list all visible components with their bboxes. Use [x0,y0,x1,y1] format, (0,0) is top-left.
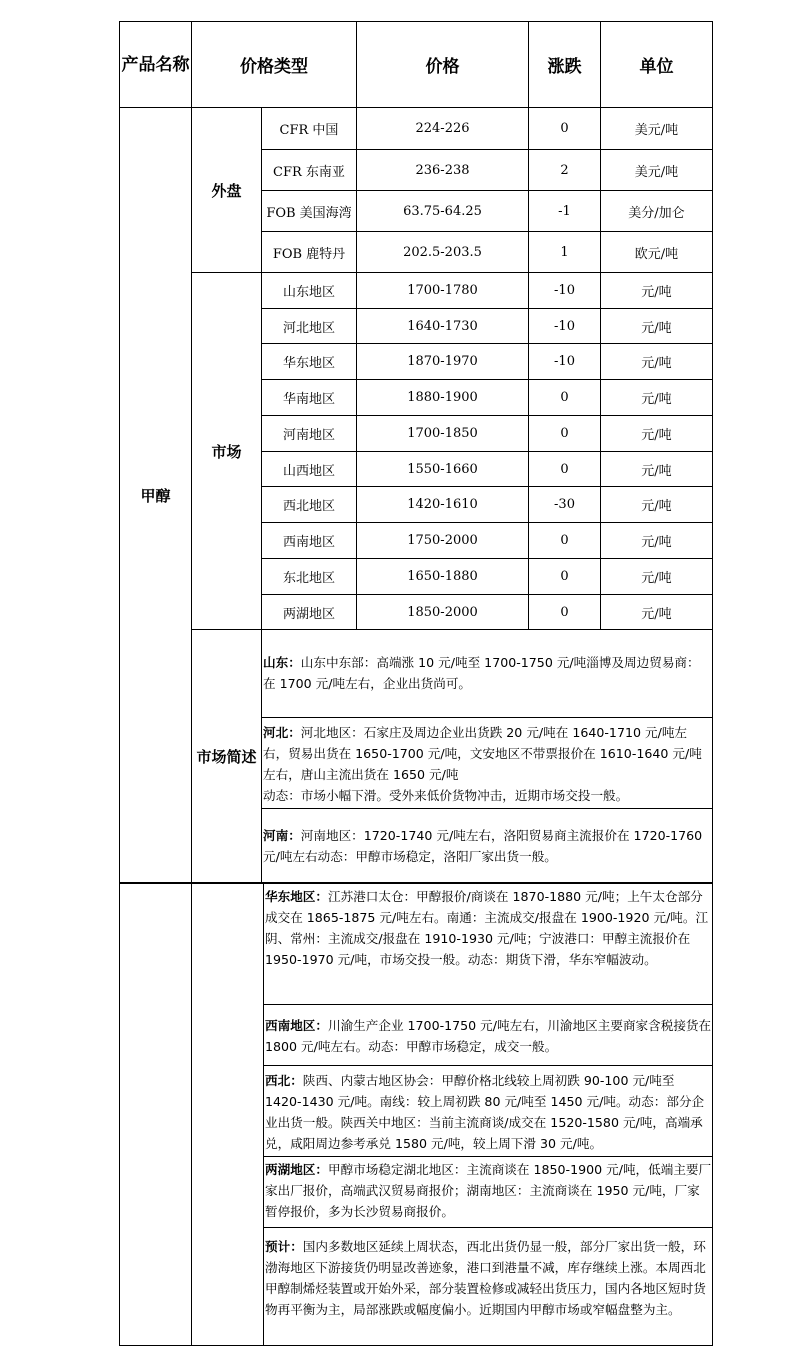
summary-xibei [264,1066,713,1157]
summary-text: 江苏港口太仓：甲醇报价/商谈在 1870-1880 元/吨；上午太仓部分成交在 1865-1875 元/吨左右。南通：主流成交/报盘在 1900-1920 元/吨。江阴、常州：主流成交/报盘在 1910-1930 元/吨；宁波港口：甲醇主流报价在 1950-1970 元/吨，市场交投一般。动态：期货下滑，华东窄幅波动。 [265,889,709,967]
row-name: 华东地区 [262,344,357,380]
row-price: 1420-1610 [357,487,529,523]
header-change: 涨跌 [529,22,601,108]
product-cell-empty [120,884,192,1346]
row-name: 两湖地区 [262,595,357,630]
summary-hebei [262,718,713,809]
summary-title: 两湖地区： [265,1162,328,1177]
summary-title: 河南： [263,828,301,843]
row-name: 西南地区 [262,523,357,559]
row-unit: 元/吨 [601,523,713,559]
summary-row [120,884,713,1005]
summary-shandong [262,630,713,718]
summary-title: 西北： [265,1073,303,1088]
row-unit: 元/吨 [601,344,713,380]
row-change: 0 [529,523,601,559]
row-unit: 元/吨 [601,559,713,595]
summary-title: 河北： [263,725,301,740]
row-name: 华南地区 [262,380,357,416]
row-change: 0 [529,416,601,452]
row-change: -10 [529,344,601,380]
row-unit: 元/吨 [601,595,713,630]
row-price: 224-226 [357,108,529,150]
summary-xinan [264,1005,713,1066]
market-label: 市场 [192,273,262,630]
summary-continued-table [119,883,713,1346]
row-unit: 美元/吨 [601,150,713,191]
summary-text: 甲醇市场稳定湖北地区：主流商谈在 1850-1900 元/吨，低端主要厂家出厂报价，高端武汉贸易商报价；湖南地区：主流商谈在 1950 元/吨，厂家暂停报价，多为长沙贸易商报价。 [265,1162,712,1219]
row-price: 1850-2000 [357,595,529,630]
summary-text-2: 动态：市场小幅下滑。受外来低价货物冲击，近期市场交投一般。 [263,788,629,803]
row-price: 1640-1730 [357,309,529,344]
row-price: 1650-1880 [357,559,529,595]
row-price: 1880-1900 [357,380,529,416]
summary-forecast [264,1228,713,1346]
row-change: 0 [529,595,601,630]
row-price: 1870-1970 [357,344,529,380]
external-label: 外盘 [192,108,262,273]
row-unit: 元/吨 [601,309,713,344]
price-table [119,21,713,883]
summary-text: 国内多数地区延续上周状态，西北出货仍显一般，部分厂家出货一般，环渤海地区下游接货仍明显改善迹象，港口到港量不减，库存继续上涨。本周西北甲醇制烯烃装置或开始外采，部分装置检修或减轻出货压力，国内各地区短时货物再平衡为主，局部涨跌或幅度偏小。近期国内甲醇市场或窄幅盘整为主。 [265,1239,706,1317]
row-price: 202.5-203.5 [357,232,529,273]
row-price: 63.75-64.25 [357,191,529,232]
row-change: 1 [529,232,601,273]
row-price: 1550-1660 [357,452,529,487]
row-name: 西北地区 [262,487,357,523]
summary-row [120,630,713,718]
row-name: 河北地区 [262,309,357,344]
summary-text: 陕西、内蒙古地区协会：甲醇价格北线较上周初跌 90-100 元/吨至 1420-1430 元/吨。南线：较上周初跌 80 元/吨至 1450 元/吨。动态：部分企业出货一般。陕西关中地区：当前主流商谈/成交在 1520-1580 元/吨，高端承兑，咸阳周边参考承兑 1580 元/吨，较上周下滑 30 元/吨。 [265,1073,705,1151]
row-unit: 元/吨 [601,273,713,309]
row-unit: 元/吨 [601,380,713,416]
summary-text: 川渝生产企业 1700-1750 元/吨左右，川渝地区主要商家含税接货在 1800 元/吨左右。动态：甲醇市场稳定，成交一般。 [265,1018,712,1054]
summary-label: 市场简述 [192,630,262,883]
row-name: CFR 中国 [262,108,357,150]
summary-henan [262,809,713,883]
row-name: 山西地区 [262,452,357,487]
row-unit: 美元/吨 [601,108,713,150]
row-change: 0 [529,380,601,416]
row-price: 1750-2000 [357,523,529,559]
row-unit: 欧元/吨 [601,232,713,273]
summary-lianghu [264,1157,713,1228]
row-unit: 美分/加仑 [601,191,713,232]
row-change: 2 [529,150,601,191]
summary-text: 河南地区：1720-1740 元/吨左右，洛阳贸易商主流报价在 1720-1760 元/吨左右动态：甲醇市场稳定，洛阳厂家出货一般。 [263,828,703,864]
table-row [120,108,713,150]
row-change: 0 [529,452,601,487]
row-name: 东北地区 [262,559,357,595]
row-price: 1700-1780 [357,273,529,309]
product-cell: 甲醇 [120,108,192,883]
summary-title: 西南地区： [265,1018,328,1033]
summary-title: 华东地区： [265,889,328,904]
row-name: CFR 东南亚 [262,150,357,191]
row-price: 236-238 [357,150,529,191]
row-name: 河南地区 [262,416,357,452]
table-header-row [120,22,713,108]
row-unit: 元/吨 [601,416,713,452]
row-unit: 元/吨 [601,487,713,523]
row-name: FOB 美国海湾 [262,191,357,232]
row-name: 山东地区 [262,273,357,309]
row-unit: 元/吨 [601,452,713,487]
row-change: -30 [529,487,601,523]
row-change: 0 [529,559,601,595]
row-change: 0 [529,108,601,150]
row-name: FOB 鹿特丹 [262,232,357,273]
summary-label-empty [192,884,264,1346]
summary-huadong [264,884,713,1005]
summary-text: 山东中东部：高端涨 10 元/吨至 1700-1750 元/吨淄博及周边贸易商：在 1700 元/吨左右，企业出货尚可。 [263,655,700,691]
summary-text: 河北地区：石家庄及周边企业出货跌 20 元/吨在 1640-1710 元/吨左右，贸易出货在 1650-1700 元/吨，文安地区不带票报价在 1610-1640 元/吨左右，唐山主流出货在 1650 元/吨 [263,725,702,782]
header-unit: 单位 [601,22,713,108]
row-change: -10 [529,273,601,309]
table-row [120,273,713,309]
header-price: 价格 [357,22,529,108]
row-change: -1 [529,191,601,232]
header-product-name: 产品名称 [120,22,192,108]
summary-title: 预计： [265,1239,303,1254]
row-price: 1700-1850 [357,416,529,452]
summary-title: 山东： [263,655,301,670]
header-price-type: 价格类型 [192,22,357,108]
row-change: -10 [529,309,601,344]
